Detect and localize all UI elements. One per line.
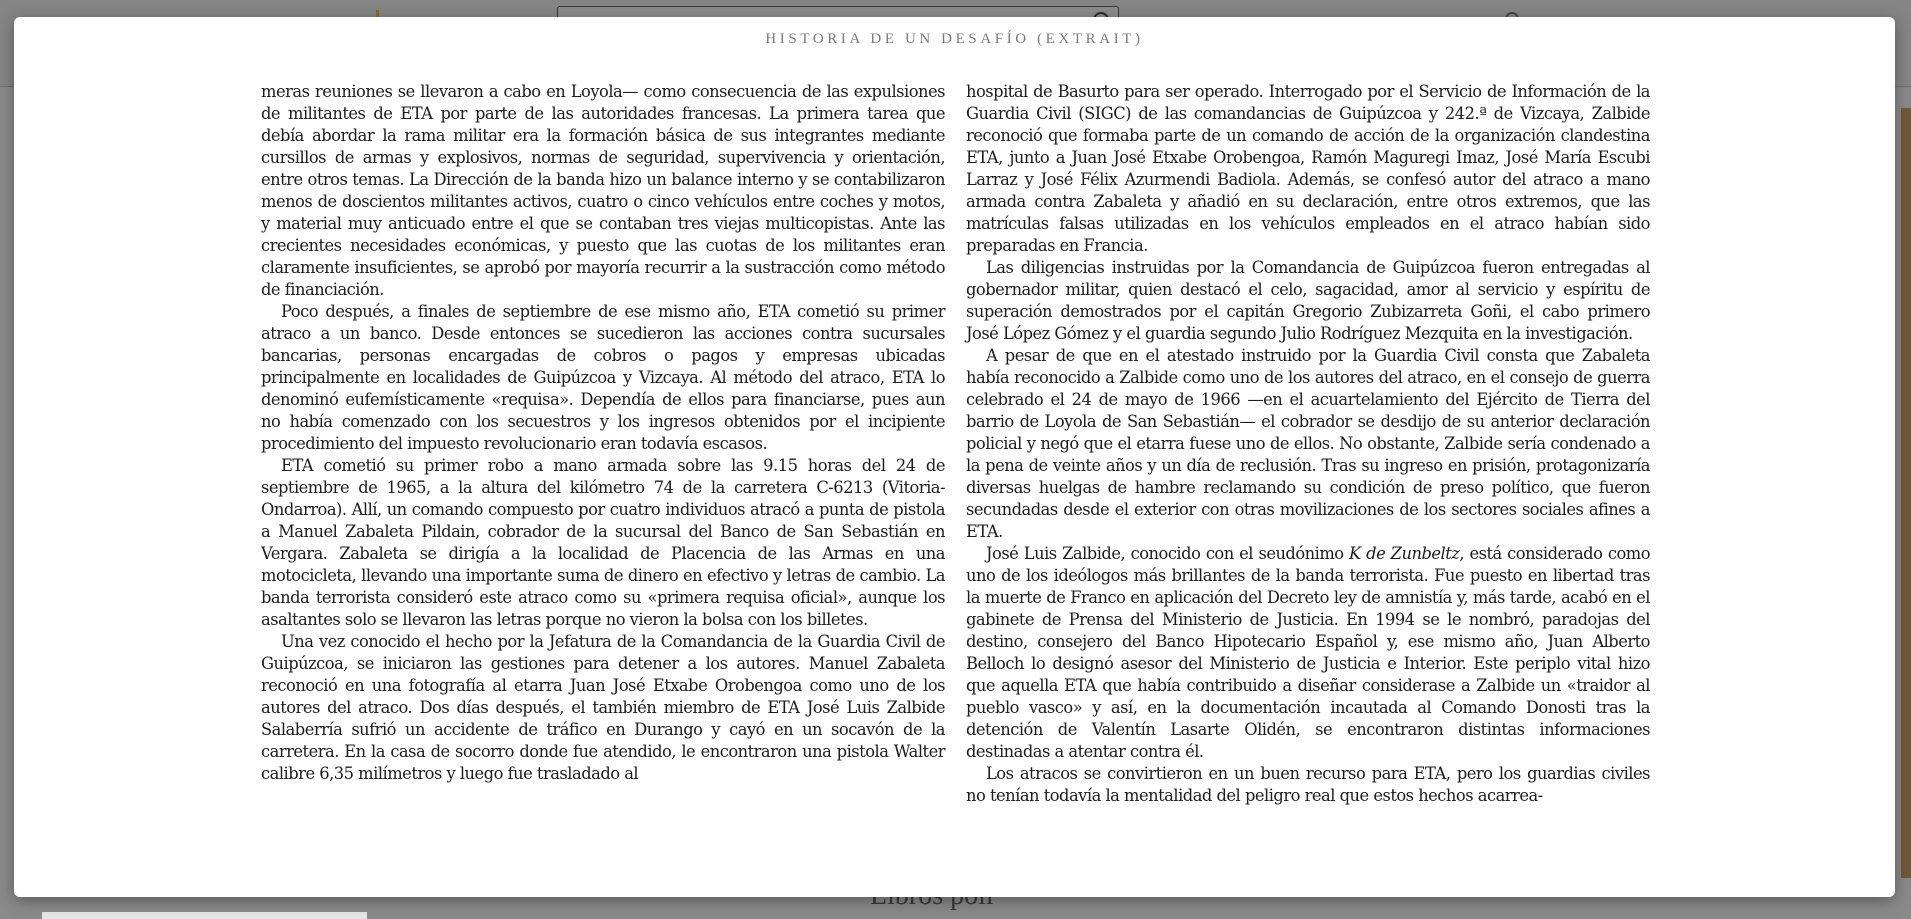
modal-title: HISTORIA DE UN DESAFÍO (EXTRAIT) <box>765 31 1144 47</box>
left-column <box>261 81 945 785</box>
paragraph: Las diligencias instruidas por la Comandancia de Guipúzcoa fueron entregadas al gobernador militar, quien destacó el celo, sagacidad, amor al servicio y espíritu de superación demostrados por el capitán Gregorio Zubizarreta Goñi, el cabo primero José López Gómez y el guardia segundo Julio Rodríguez Mezquita en la investigación. <box>966 258 1650 343</box>
background-footer-bar <box>42 912 367 919</box>
excerpt-text-columns <box>261 81 1667 877</box>
paragraph: meras reuniones se llevaron a cabo en Loyola— como consecuencia de las expulsiones de militantes de ETA por parte de las autoridades francesas. La primera tarea que debía abordar la rama militar era la formación básica de sus integrantes mediante cursillos de armas y explosivos, normas de seguridad, supervivencia y orientación, entre otros temas. La Dirección de la banda hizo un balance interno y se contabilizaron menos de doscientos militantes activos, cuatro o cinco vehículos entre coches y motos, y material muy anticuado entre el que se contaban tres viejas multicopistas. Ante las crecientes necesidades económicas, y puesto que las cuotas de los militantes eran claramente insuficientes, se aprobó por mayoría recurrir a la sustracción como método de financiación. <box>261 82 945 299</box>
paragraph: hospital de Basurto para ser operado. Interrogado por el Servicio de Información de la Guardia Civil (SIGC) de las comandancias de Guipúzcoa y 242.ª de Vizcaya, Zalbide reconoció que formaba parte de un comando de acción de la organización clandestina ETA, junto a Juan José Etxabe Orobengoa, Ramón Maguregi Imaz, José María Escubi Larraz y José Félix Azurmendi Badiola. Además, se confesó autor del atraco a mano armada contra Zabaleta y añadió en su declaración, entre otros extremos, que las matrículas falsas utilizadas en los vehículos empleados en el atraco habían sido preparadas en Francia. <box>966 82 1650 255</box>
paragraph: Una vez conocido el hecho por la Jefatura de la Comandancia de la Guardia Civil de Guipúzcoa, se iniciaron las gestiones para detener a los autores. Manuel Zabaleta reconoció en una fotografía al etarra Juan José Etxabe Orobengoa como uno de los autores del atraco. Dos días después, el también miembro de ETA José Luis Zalbide Salaberría sufrió un accidente de tráfico en Durango y cayó en un socavón de la carretera. En la casa de socorro donde fue atendido, le encontraron una pistola Walter calibre 6,35 milímetros y luego fue trasladado al <box>261 632 945 783</box>
right-column <box>966 81 1650 807</box>
paragraph: ETA cometió su primer robo a mano armada sobre las 9.15 horas del 24 de septiembre de 1965, a la altura del kilómetro 74 de la carretera C-6213 (Vitoria-Ondarroa). Allí, un comando compuesto por cuatro individuos atracó a punta de pistola a Manuel Zabaleta Pildain, cobrador de la sucursal del Banco de San Sebastián en Vergara. Zabaleta se dirigía a la localidad de Placencia de las Armas en una motocicleta, llevando una importante suma de dinero en efectivo y letras de cambio. La banda terrorista consideró este atraco como su «primera requisa oficial», aunque los asaltantes solo se llevaron las letras porque no vieron la bolsa con los billetes. <box>261 456 945 629</box>
paragraph: A pesar de que en el atestado instruido por la Guardia Civil consta que Zabaleta había reconocido a Zalbide como uno de los autores del atraco, en el consejo de guerra celebrado el 24 de mayo de 1966 —en el acuartelamiento del Ejército de Tierra del barrio de Loyola de San Sebastián— el cobrador se desdijo de su anterior declaración policial y negó que el etarra fuese uno de ellos. No obstante, Zalbide sería condenado a la pena de veinte años y un día de reclusión. Tras su ingreso en prisión, protagonizaría diversas huelgas de hambre reclamando su condición de preso político, que fueron secundadas desde el exterior con otras movilizaciones de los sectores sociales afines a ETA. <box>966 346 1650 541</box>
paragraph <box>966 543 1650 763</box>
background-scrollbar <box>1901 108 1911 878</box>
excerpt-modal[interactable] <box>14 17 1895 897</box>
paragraph-text: José Luis Zalbide, conocido con el seudónimo <box>986 544 1350 563</box>
paragraph-text: , está considerado como uno de los ideólogos más brillantes de la banda terrorista. Fue puesto en libertad tras la muerte de Franco en aplicación del Decreto ley de amnistía y, más tarde, acabó en el gabinete de Prensa del Ministerio de Justicia. En 1994 se le nombró, paradojas del destino, consejero del Banco Hipotecario Español y, ese mismo año, Juan Alberto Belloch lo designó asesor del Ministerio de Justicia e Interior. Este periplo vital hizo que aquella ETA que había contribuido a diseñar considerase a Zalbide un «traidor al pueblo vasco» y así, en la documentación incautada al Comando Donosti tras la detención de Valentín Lasarte Olidén, se encontraron distintas informaciones destinadas a atentar contra él. <box>966 544 1651 761</box>
alias-italic: K de Zunbeltz <box>1349 544 1460 563</box>
paragraph: Poco después, a finales de septiembre de ese mismo año, ETA cometió su primer atraco a un banco. Desde entonces se sucedieron las acciones contra sucursales bancarias, personas encargadas de cobros o pagos y empresas ubicadas principalmente en localidades de Guipúzcoa y Vizcaya. Al método del atraco, ETA lo denominó eufemísticamente «requisa». Dependía de ellos para financiarse, pues aun no había comenzado con los secuestros y los ingresos obtenidos por el incipiente procedimiento del impuesto revolucionario eran todavía escasos. <box>261 302 945 453</box>
paragraph: Los atracos se convirtieron en un buen recurso para ETA, pero los guardias civiles no tenían todavía la mentalidad del peligro real que estos hechos acarrea- <box>966 764 1650 805</box>
